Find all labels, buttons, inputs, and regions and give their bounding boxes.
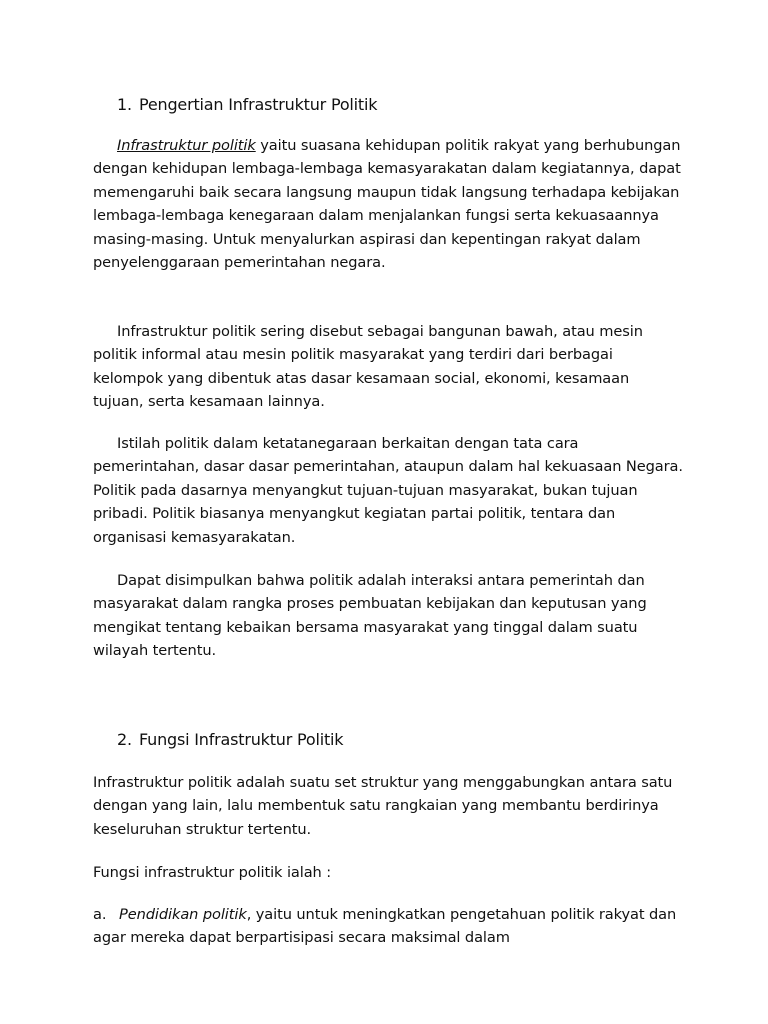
section-1-paragraph-3: Istilah politik dalam ketatanegaraan berkaitan dengan tata cara pemerintahan, dasar dasar pemerintahan, ataupun dalam hal kekuasaan Negara. Politik pada dasarnya menyangkut tujuan-tujuan masyarakat, bukan tujuan pribadi. Politik biasanya menyangkut kegiatan partai politik, tentara dan organisasi kemasyarakatan. xyxy=(93,435,683,546)
section-1-paragraph-4: Dapat disimpulkan bahwa politik adalah interaksi antara pemerintah dan masyarakat dalam rangka proses pembuatan kebijakan dan keputusan yang mengikat tentang kebaikan bersama masyarakat yang tinggal dalam suatu wilayah tertentu. xyxy=(93,572,647,660)
list-item-a xyxy=(93,903,683,950)
section-1-paragraph-1-text: yaitu suasana kehidupan politik rakyat yang berhubungan dengan kehidupan lembaga-lembaga kemasyarakatan dalam kegiatannya, dapat memengaruhi baik secara langsung maupun tidak langsung terhadapa kebijakan lembaga-lembaga kenegaraan dalam menjalankan fungsi serta kekuasaannya masing-masing. Untuk menyalurkan aspirasi dan kepentingan rakyat dalam penyelenggaraan pemerintahan negara. xyxy=(93,137,681,272)
list-item-a-text: , yaitu untuk meningkatkan pengetahuan politik rakyat dan agar mereka dapat berpartisipasi secara maksimal dalam xyxy=(93,906,677,947)
term-infrastruktur-politik: Infrastruktur politik xyxy=(117,137,256,154)
section-2-paragraph-2: Fungsi infrastruktur politik ialah : xyxy=(93,864,332,881)
section-1-title: Pengertian Infrastruktur Politik xyxy=(139,95,378,114)
section-1-number: 1. xyxy=(117,95,132,114)
section-2-number: 2. xyxy=(117,730,132,749)
section-1-paragraph-2: Infrastruktur politik sering disebut sebagai bangunan bawah, atau mesin politik informal atau mesin politik masyarakat yang terdiri dari berbagai kelompok yang dibentuk atas dasar kesamaan social, ekonomi, kesamaan tujuan, serta kesamaan lainnya. xyxy=(93,323,643,411)
section-2-title: Fungsi Infrastruktur Politik xyxy=(139,730,344,749)
term-pendidikan-politik: Pendidikan politik xyxy=(119,906,247,923)
section-1-heading xyxy=(117,95,377,115)
section-2-paragraph-1: Infrastruktur politik adalah suatu set struktur yang menggabungkan antara satu dengan yang lain, lalu membentuk satu rangkaian yang membantu berdirinya keseluruhan struktur tertentu. xyxy=(93,774,673,838)
section-2-heading xyxy=(117,730,343,750)
section-1-paragraph-1 xyxy=(93,134,683,274)
list-item-a-label: a. xyxy=(93,906,107,923)
